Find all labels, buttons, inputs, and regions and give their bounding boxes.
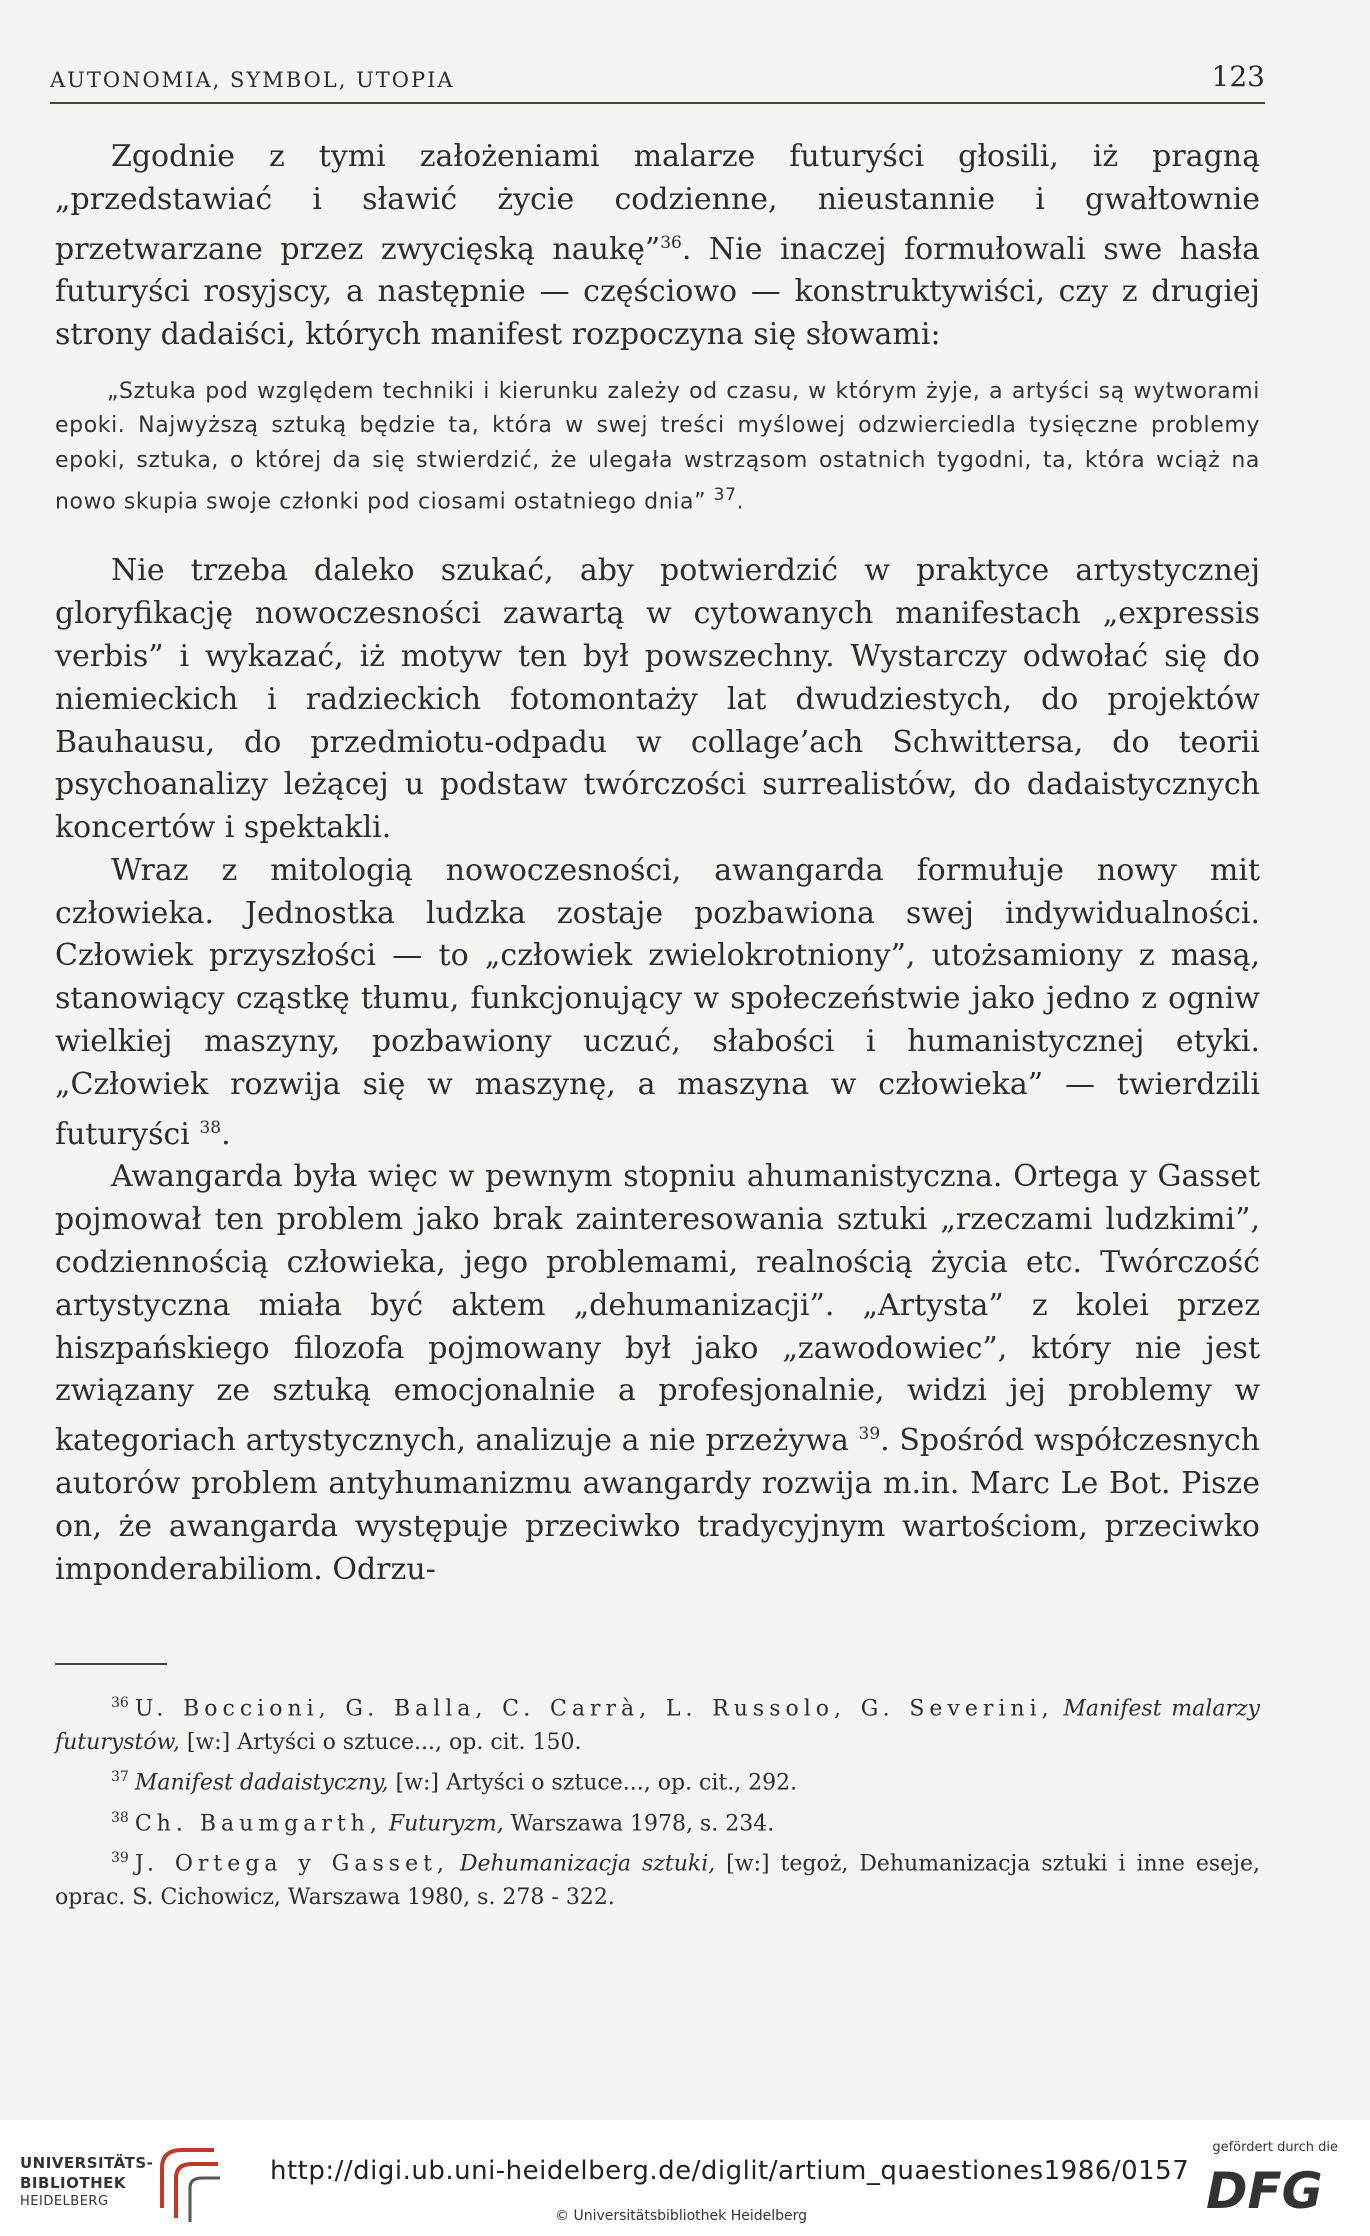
footnote-ref-38: 38 xyxy=(199,1117,222,1138)
funding-note: gefördert durch die xyxy=(1212,2140,1338,2155)
footnotes xyxy=(55,1686,1260,1915)
permalink-url[interactable]: http://digi.ub.uni-heidelberg.de/diglit/artium_quaestiones1986/0157 xyxy=(270,2156,1190,2186)
running-head: AUTONOMIA, SYMBOL, UTOPIA xyxy=(50,68,455,92)
footnote-rule xyxy=(55,1663,167,1665)
block-quote: „Sztuka pod względem techniki i kierunku zależy od czasu, w którym żyje, a artyści są wytworami epoki. Najwyższą sztuką będzie ta, która w swej treści myślowej odzwierciedla tysięczne problemy epoki, sztuka, o której da się stwierdzić, że ulegała wstrząsom ostatnich tygodni, ta, która wciąż na nowo skupia swoje członki pod ciosami ostatniego dnia” $^{37}$. xyxy=(55,378,1260,515)
footnote-ref-39: 39 xyxy=(858,1424,881,1445)
paragraph-4-text: Awangarda była więc w pewnym stopniu ahumanistyczna. Ortega y Gasset pojmował ten problem jako brak zainteresowania sztuki „rzeczami ludzkimi”, codziennością człowieka, jego problemami, realnością życia etc. Twórczość artystyczna miała być aktem „dehumanizacji”. „Artysta” z kolei przez hiszpańskiego filozofa pojmowany był jako „zawodowiec”, który nie jest związany ze sztuką emocjonalnie a profesjonalnie, widzi jej problemy w kategoriach artystycznych, analizuje a nie przeżywa xyxy=(55,1159,1260,1459)
paragraph-2: Nie trzeba daleko szukać, aby potwierdzić w praktyce artystycznej gloryfikację nowoczesności zawartą w cytowanych manifestach „expressis verbis” i wykazać, iż motyw ten był powszechny. Wystarczy odwołać się do niemieckich i radzieckich fotomontaży lat dwudziestych, do projektów Bauhausu, do przedmiotu-odpadu w collage’ach Schwittersa, do teorii psychoanalizy leżącej u podstaw twórczości surrealistów, do dadaistycznych koncertów i spektakli. xyxy=(55,553,1260,846)
header-rule xyxy=(50,102,1265,104)
paragraph-1 xyxy=(55,136,1260,357)
library-logo[interactable] xyxy=(14,2138,234,2223)
library-name-line-1: UNIVERSITÄTS- xyxy=(20,2154,154,2172)
footnote-title: Manifest dadaistyczny, xyxy=(134,1770,389,1796)
paragraph-1-text: Zgodnie z tymi założeniami malarze futuryści głosili, iż pragną „przedstawiać i sławić życie codzienne, nieustannie i gwałtownie przetwarzane przez zwycięską naukę” xyxy=(55,139,1260,267)
footnote-rest: [w:] tegoż, Dehumanizacja sztuki i inne eseje, oprac. S. Cichowicz, Warszawa 1980, s. 278 - 322. xyxy=(55,1851,1260,1911)
footnote-ref-36: 36 xyxy=(660,232,682,253)
paragraph-3: Wraz z mitologią nowoczesności, awangarda formułuje nowy mit człowieka. Jednostka ludzka zostaje pozbawiona swej indywidualności. Człowiek przyszłości — to „człowiek zwielokrotniony”, utożsamiony z masą, stanowiący cząstkę tłumu, funkcjonujący w społeczeństwie jako jedno z ogniw wielkiej maszyny, pozbawiony uczuć, słabości i humanistycznej etyki. „Człowiek rozwija się w maszynę, a maszyna w człowieka” — twierdzili futuryści $^{38}$. xyxy=(55,852,1260,1152)
footnote xyxy=(55,1841,1260,1915)
footnote-author: J. Ortega y Gasset, xyxy=(134,1851,449,1877)
block-quote-text: „Sztuka pod względem techniki i kierunku zależy od czasu, w którym żyje, a artyści są wytworami epoki. Najwyższą sztuką będzie ta, która w swej treści myślowej odzwierciedla tysięczne problemy epoki, sztuka, o której da się stwierdzić, że ulegała wstrząsom ostatnich tygodni, ta, która wciąż na nowo skupia swoje członki pod ciosami ostatniego dnia” xyxy=(55,378,1260,515)
footnote-number: 37 xyxy=(111,1769,129,1786)
dfg-logo-icon[interactable] xyxy=(1202,2160,1342,2216)
footnote-ref-37: 37 xyxy=(713,485,737,506)
footnote-title: Manifest malarzy futurystów, xyxy=(55,1696,1260,1756)
dfg-logo-text: DFG xyxy=(1206,2162,1323,2216)
paragraph-4-continuation: . Spośród współczesnych autorów problem antyhumanizmu awangardy rozwija m.in. Marc Le Bot. Pisze on, że awangarda występuje przeciwko tradycyjnym wartościom, przeciwko imponderabiliom. Odrzu- xyxy=(55,1423,1260,1587)
footnote-title: Dehumanizacja sztuki, xyxy=(448,1851,716,1877)
footnote-number: 36 xyxy=(111,1695,129,1711)
body-text xyxy=(55,136,1260,1591)
footnote-rest: Warszawa 1978, s. 234. xyxy=(503,1810,775,1836)
page-header xyxy=(50,60,1265,110)
library-emblem-icon xyxy=(154,2138,224,2223)
footnote-title: Futuryzm, xyxy=(381,1810,504,1836)
footnote-number: 39 xyxy=(111,1849,129,1866)
footnote xyxy=(55,1801,1260,1841)
footer xyxy=(0,2120,1370,2236)
footnote-number: 38 xyxy=(111,1809,129,1826)
library-name-line-3: HEIDELBERG xyxy=(20,2194,109,2209)
footnote-rest: [w:] Artyści o sztuce..., op. cit. 150. xyxy=(179,1730,582,1756)
footnote-author: Ch. Baumgarth, xyxy=(134,1810,382,1836)
footnote xyxy=(55,1760,1260,1800)
page-number: 123 xyxy=(1211,60,1265,93)
footnote-rest: [w:] Artyści o sztuce..., op. cit., 292. xyxy=(388,1770,798,1796)
footnote xyxy=(55,1686,1260,1760)
footnote-author: U. Boccioni, G. Balla, C. Carrà, L. Russolo, G. Severini, xyxy=(134,1696,1054,1722)
paragraph-3-text: Wraz z mitologią nowoczesności, awangarda formułuje nowy mit człowieka. Jednostka ludzka zostaje pozbawiona swej indywidualności. Człowiek przyszłości — to „człowiek zwielokrotniony”, utożsamiony z masą, stanowiący cząstkę tłumu, funkcjonujący w społeczeństwie jako jedno z ogniw wielkiej maszyny, pozbawiony uczuć, słabości i humanistycznej etyki. „Człowiek rozwija się w maszynę, a maszyna w człowieka” — twierdzili futuryści xyxy=(55,852,1260,1152)
paragraph-1-continuation: . Nie inaczej formułowali swe hasła futuryści rosyjscy, a następnie — częściowo — konstruktywiści, czy z drugiej strony dadaiści, których manifest rozpoczyna się słowami: xyxy=(55,231,1260,353)
copyright-notice: © Universitätsbibliothek Heidelberg xyxy=(555,2208,808,2224)
library-name-line-2: BIBLIOTHEK xyxy=(20,2174,126,2192)
paragraph-4 xyxy=(55,1156,1260,1591)
